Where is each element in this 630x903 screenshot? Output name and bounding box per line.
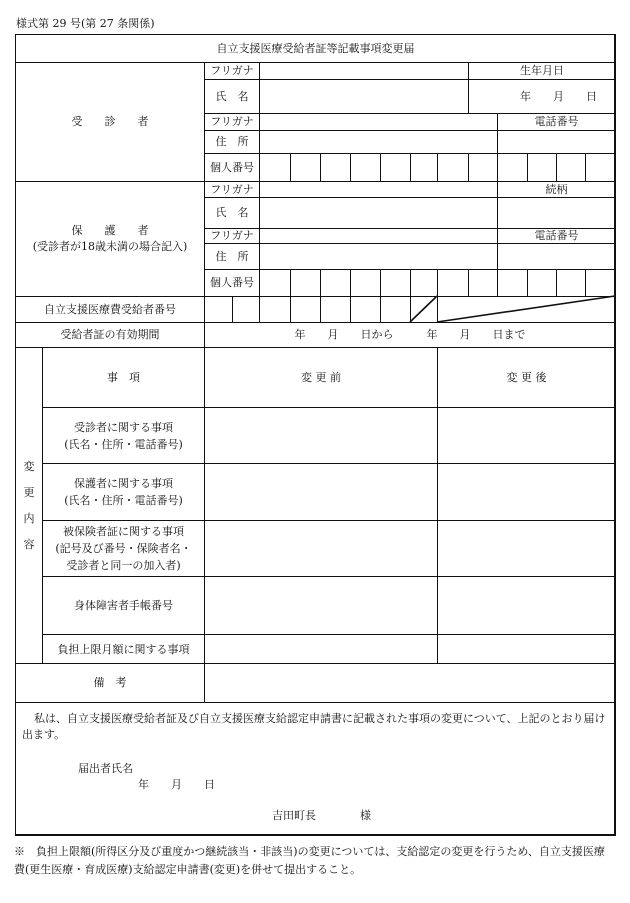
change-item-label-text: 受診者に関する事項 (氏名・住所・電話番号) <box>64 420 183 451</box>
remarks-label-text: 備 考 <box>93 676 127 689</box>
changes-section-label-text: 変 更 内 容 <box>23 459 35 551</box>
guardian-note: (受診者が18歳未満の場合記入) <box>32 240 188 253</box>
recipient-number-label-text: 自立支援医療費受給者番号 <box>44 302 176 316</box>
patient-address-furigana-label-text: フリガナ <box>210 115 254 128</box>
guardian-relationship-label-text: 続柄 <box>545 182 568 196</box>
addressee: 吉田町長 様 <box>272 809 371 822</box>
form-number: 様式第 29 号(第 27 条関係) <box>16 17 155 30</box>
change-item-label-text: 身体障害者手帳番号 <box>74 599 173 612</box>
guardian-phone-label-text: 電話番号 <box>534 229 579 242</box>
patient-name-label-text: 氏 名 <box>215 89 249 103</box>
diagonal-stroke <box>410 296 437 322</box>
change-item-label-text: 負担上限月額に関する事項 <box>57 642 190 656</box>
guardian-name-label-text: 氏 名 <box>215 206 249 219</box>
diagonal-stroke <box>437 296 615 322</box>
patient-phone-label-text: 電話番号 <box>534 115 579 128</box>
guardian-address-furigana-label-text: フリガナ <box>210 229 254 242</box>
declaration-text: 私は、自立支援医療受給者証及び自立支援医療支給認定申請書に記載された事項の変更について、上記のとおり届け出ます。 <box>22 712 606 741</box>
patient-label-text: 受 診 者 <box>71 115 149 128</box>
guardian-personal-number-label-text: 個人番号 <box>210 276 254 289</box>
guardian-label-text: 保 護 者 <box>71 224 149 237</box>
declaration-date: 年 月 日 <box>138 778 215 791</box>
declaration-block <box>22 711 607 822</box>
after-header-text: 変 更 後 <box>506 370 547 384</box>
submitter-label: 届出者氏名 <box>78 762 133 775</box>
patient-dob-field-text: 年 月 日 <box>520 89 597 103</box>
patient-address-label-text: 住 所 <box>215 135 249 148</box>
item-header-text: 事 項 <box>107 370 140 384</box>
guardian-furigana-label-text: フリガナ <box>210 182 254 196</box>
validity-field-text: 年 月 日から 年 月 日まで <box>294 328 526 341</box>
before-header-text: 変 更 前 <box>301 370 341 384</box>
change-item-label-text: 被保険者証に関する事項 (記号及び番号・保険者名・ 受診者と同一の加入者) <box>55 525 192 572</box>
patient-personal-number-label-text: 個人番号 <box>210 160 254 174</box>
validity-label-text: 受給者証の有効期間 <box>60 328 160 341</box>
patient-dob-label-text: 生年月日 <box>520 64 564 77</box>
form-title-text: 自立支援医療受給者証等記載事項変更届 <box>216 41 415 55</box>
footnote: ※ 負担上限額(所得区分及び重度かつ継続該当・非該当)の変更については、支給認定の変更を行うため、自立支援医療費(更生医療・育成医療)支給認定申請書(変更)を併せて提出すること。 <box>14 845 605 876</box>
guardian-address-label-text: 住 所 <box>215 249 249 263</box>
patient-furigana-label-text: フリガナ <box>210 64 254 77</box>
change-item-label-text: 保護者に関する事項 (氏名・住所・電話番号) <box>64 477 183 507</box>
